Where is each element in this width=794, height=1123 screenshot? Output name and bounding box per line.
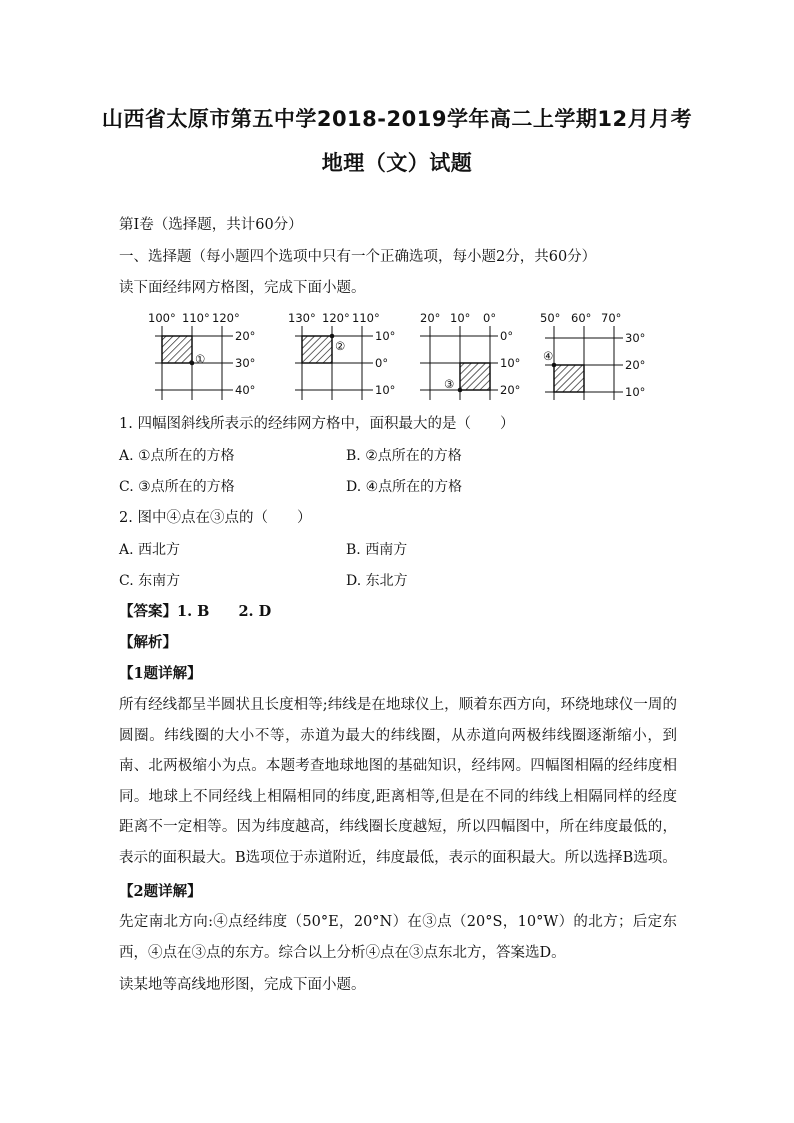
fig1-right-label-2: 30°: [235, 356, 256, 370]
detail-2-text: 先定南北方向:④点经纬度（50°E，20°N）在③点（20°S，10°W）的北方；后定东西，④点在③点的东方。综合以上分析④点在③点东北方，答案选D。: [119, 914, 677, 961]
question-1-stem: 1. 四幅图斜线所表示的经纬网方格中，面积最大的是（ ）: [119, 416, 515, 432]
fig2-marker: ②: [335, 339, 346, 353]
question-1-option-b: B. ②点所在的方格: [346, 448, 462, 464]
question-1-option-c: C. ③点所在的方格: [119, 479, 235, 495]
fig4-top-label-1: 50°: [540, 311, 561, 325]
question-2-stem: 2. 图中④点在③点的（ ）: [119, 510, 312, 526]
fig3-top-label-2: 10°: [450, 311, 471, 325]
fig1-right-label-1: 20°: [235, 329, 256, 343]
question-2-option-d: D. 东北方: [346, 573, 408, 589]
fig1-top-label-2: 110°: [182, 311, 210, 325]
fig1-top-label-3: 120°: [212, 311, 240, 325]
answer-line: 【答案】1. B 2. D: [119, 603, 272, 620]
fig2-top-label-3: 110°: [352, 311, 380, 325]
detail-2-label: 【2题详解】: [119, 883, 202, 900]
fig3-marker: ③: [444, 377, 455, 391]
fig4-marker: ④: [543, 349, 554, 363]
detail-1-label: 【1题详解】: [119, 665, 202, 682]
question-2-option-c: C. 东南方: [119, 573, 181, 589]
document-title-line-2: 地理（文）试题: [321, 151, 473, 175]
fig4-right-label-3: 10°: [625, 385, 646, 399]
next-instruction: 读某地等高线地形图，完成下面小题。: [119, 977, 366, 993]
question-1-option-a: A. ①点所在的方格: [119, 448, 235, 464]
question-1-option-d: D. ④点所在的方格: [346, 479, 463, 495]
document-title-line-1: 山西省太原市第五中学2018-2019学年高二上学期12月月考: [101, 107, 693, 131]
fig3-right-label-3: 20°: [500, 383, 521, 397]
grid-figure-2: [288, 311, 395, 400]
fig1-right-label-3: 40°: [235, 383, 256, 397]
fig2-right-label-1: 10°: [375, 329, 396, 343]
fig2-top-label-1: 130°: [288, 311, 316, 325]
fig2-top-label-2: 120°: [322, 311, 350, 325]
grid-figure-1: [148, 311, 255, 400]
section-heading: 一、选择题（每小题四个选项中只有一个正确选项，每小题2分，共60分）: [119, 249, 597, 265]
fig3-right-label-2: 10°: [500, 356, 521, 370]
fig4-top-label-2: 60°: [571, 311, 592, 325]
lat-long-grid-figures: [130, 308, 650, 400]
fig4-right-label-2: 20°: [625, 358, 646, 372]
grid-figure-4: [540, 311, 645, 400]
fig1-marker: ①: [195, 352, 206, 366]
fig2-right-label-3: 10°: [375, 383, 396, 397]
question-2-option-a: A. 西北方: [119, 542, 181, 558]
fig3-top-label-3: 0°: [483, 311, 497, 325]
fig2-right-label-2: 0°: [375, 356, 389, 370]
detail-1-text: 所有经线都呈半圆状且长度相等;纬线是在地球仪上，顺着东西方向，环绕地球仪一周的圆圈。纬线圈的大小不等，赤道为最大的纬线圈，从赤道向两极纬线圈逐渐缩小，到南、北两极缩小为点。本题考查地球地图的基础知识，经纬网。四幅图相隔的经纬度相同。地球上不同经线上相隔相同的纬度,距离相等,但是在不同的纬线上相隔同样的经度距离不一定相等。因为纬度越高，纬线圈长度越短，所以四幅图中，所在纬度最低的，表示的面积最大。B选项位于赤道附近，纬度最低，表示的面积最大。所以选择B选项。: [119, 697, 677, 866]
question-2-option-b: B. 西南方: [346, 542, 408, 558]
fig3-top-label-1: 20°: [420, 311, 441, 325]
fig4-top-label-3: 70°: [601, 311, 622, 325]
fig1-top-label-1: 100°: [148, 311, 176, 325]
analysis-label: 【解析】: [119, 634, 177, 651]
fig3-right-label-1: 0°: [500, 329, 514, 343]
fig4-right-label-1: 30°: [625, 331, 646, 345]
instruction-text: 读下面经纬网方格图，完成下面小题。: [119, 280, 366, 296]
part-heading: 第Ⅰ卷（选择题，共计60分）: [119, 217, 303, 233]
grid-figure-3: [420, 311, 520, 400]
